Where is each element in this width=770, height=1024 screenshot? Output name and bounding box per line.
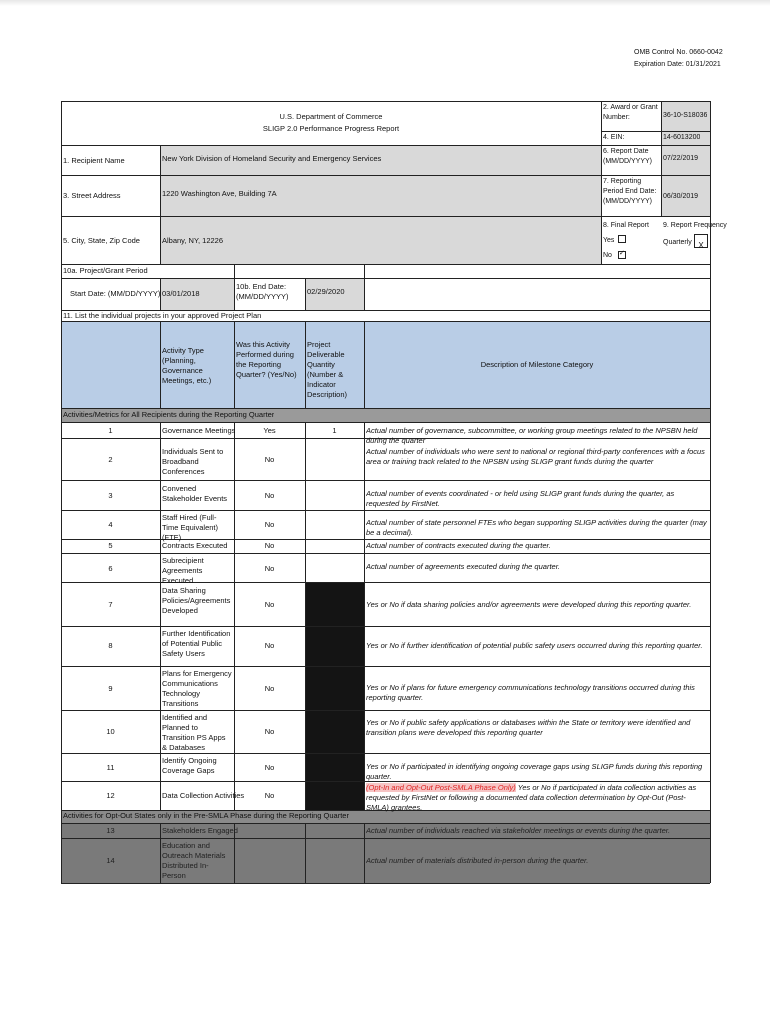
row-10-desc: Yes or No if public safety applications or databases within the State or territory were identified and transition plans were developed this reporting quarter — [366, 718, 691, 737]
row-7-num: 7 — [108, 600, 113, 609]
row-13-desc: Actual number of individuals reached via stakeholder meetings or events during the quarter. — [366, 826, 671, 835]
row-1-desc: Actual number of governance, subcommittee, or working group meetings related to the NPSBN held during the quarter — [366, 426, 698, 445]
row-11-performed: No — [264, 763, 275, 772]
section-all-recipients: Activities/Metrics for All Recipients during the Reporting Quarter — [63, 410, 275, 419]
row-2-desc: Actual number of individuals who were sent to national or regional third-party conferences with a focus area or training track related to the NPSBN using SLIGP grant funds during the quarter — [366, 447, 705, 466]
end-value: 02/29/2020 — [307, 287, 345, 296]
frequency-label: 9. Report Frequency — [663, 222, 727, 229]
row-12-desc-phase: (Opt-In and Opt-Out Post-SMLA Phase Only) — [366, 783, 516, 792]
street-label: 3. Street Address — [63, 191, 121, 200]
row-6-performed: No — [264, 564, 275, 573]
row-9-activity: Plans for Emergency Communications Technology Transitions — [162, 669, 232, 708]
report-date-label: 6. Report Date (MM/DD/YYYY) — [603, 148, 652, 165]
final-no-checkbox[interactable] — [618, 251, 626, 259]
row-1-performed: Yes — [263, 426, 276, 435]
row-9-desc: Yes or No if plans for future emergency communications technology transitions occurred during this reporting quarter. — [366, 683, 695, 702]
check-icon: ✓ — [619, 250, 625, 257]
start-label: Start Date: (MM/DD/YYYY) — [70, 289, 161, 298]
final-yes-checkbox[interactable] — [618, 235, 626, 243]
award-value: 36-10-S18036 — [663, 112, 708, 119]
row-12-activity: Data Collection Activities — [162, 791, 245, 800]
row-10-activity: Identified and Planned to Transition PS Apps & Databases — [162, 713, 226, 752]
row-12-desc — [366, 783, 708, 813]
col-description: Description of Milestone Category — [480, 360, 594, 369]
row-5-num: 5 — [108, 541, 113, 550]
row-4-activity: Staff Hired (Full-Time Equivalent)(FTE) — [162, 513, 218, 542]
row-2-performed: No — [264, 455, 275, 464]
frequency-mark-box[interactable] — [694, 234, 708, 248]
row-11-activity: Identify Ongoing Coverage Gaps — [162, 756, 217, 775]
row-5-desc: Actual number of contracts executed during the quarter. — [366, 541, 551, 550]
row-9-performed: No — [264, 684, 275, 693]
row-14-desc: Actual number of materials distributed in-person during the quarter. — [366, 856, 589, 865]
row-14-num: 14 — [106, 856, 115, 865]
recipient-value: New York Division of Homeland Security and Emergency Services — [162, 154, 382, 163]
redacted-qty-cells — [305, 582, 364, 810]
row-1-activity: Governance Meetings — [162, 426, 236, 435]
row-10-num: 10 — [106, 727, 115, 736]
recipient-label: 1. Recipient Name — [63, 156, 125, 165]
row-11-num: 11 — [106, 763, 115, 772]
final-report-label: 8. Final Report — [603, 222, 649, 229]
row-5-performed: No — [264, 541, 275, 550]
period-end-value: 06/30/2019 — [663, 193, 699, 200]
col-performed: Was this Activity Performed during the Reporting Quarter? (Yes/No) — [236, 340, 297, 379]
row-7-performed: No — [264, 600, 275, 609]
row-1-num: 1 — [108, 426, 113, 435]
ein-value: 14-6013200 — [663, 134, 701, 141]
row-4-desc: Actual number of state personnel FTEs who began supporting SLIGP activities during the quarter (may be a decimal). — [366, 518, 707, 537]
section-opt-out: Activities for Opt-Out States only in the Pre-SMLA Phase during the Reporting Quarter — [63, 811, 349, 820]
row-3-activity: Convened Stakeholder Events — [162, 484, 228, 503]
row-2-num: 2 — [108, 455, 113, 464]
row-3-num: 3 — [108, 491, 113, 500]
row-3-desc: Actual number of events coordinated - or held using SLIGP grant funds during the quarter, as requested by FirstNet. — [366, 489, 675, 508]
omb-control: OMB Control No. 0660-0042 — [634, 49, 723, 56]
award-label: 2. Award or Grant Number: — [603, 104, 658, 121]
row-8-performed: No — [264, 641, 275, 650]
frequency-mark: X — [698, 241, 704, 250]
row-6-activity: Subrecipient Agreements Executed — [162, 556, 204, 585]
row-13-num: 13 — [106, 826, 115, 835]
row-1-qty: 1 — [332, 426, 337, 435]
row-9-num: 9 — [108, 684, 113, 693]
row-6-desc: Actual number of agreements executed during the quarter. — [366, 562, 561, 571]
report-title: SLIGP 2.0 Performance Progress Report — [262, 124, 400, 133]
row-11-desc: Yes or No if participated in identifying ongoing coverage gaps using SLIGP funds during this reporting quarter. — [366, 762, 703, 781]
col-deliverable: Project Deliverable Quantity (Number & Indicator Description) — [307, 340, 348, 399]
row-12-num: 12 — [106, 791, 115, 800]
period-label: 10a. Project/Grant Period — [63, 266, 148, 275]
dept-title: U.S. Department of Commerce — [279, 112, 383, 121]
final-yes-label: Yes — [603, 237, 615, 244]
street-value: 1220 Washington Ave, Building 7A — [162, 189, 277, 198]
start-value: 03/01/2018 — [162, 289, 200, 298]
row-2-activity: Individuals Sent to Broadband Conferences — [162, 447, 224, 476]
omb-expiration: Expiration Date: 01/31/2021 — [634, 61, 721, 68]
row-12-desc-text: Yes or No if participated in data collection activities as requested by FirstNet or following a documented data collection determination by Opt-Out (Post-SMLA) grantees. — [366, 783, 697, 812]
row-8-activity: Further Identification of Potential Public Safety Users — [162, 629, 231, 658]
end-label: 10b. End Date: (MM/DD/YYYY) — [236, 282, 289, 301]
col-activity-type: Activity Type (Planning, Governance Meetings, etc.) — [162, 346, 212, 385]
row-7-desc: Yes or No if data sharing policies and/or agreements were developed during this reporting quarter. — [366, 600, 692, 609]
ein-label: 4. EIN: — [603, 134, 625, 141]
city-label: 5. City, State, Zip Code — [63, 236, 140, 245]
row-10-performed: No — [264, 727, 275, 736]
row-3-performed: No — [264, 491, 275, 500]
row-12-performed: No — [264, 791, 275, 800]
row-8-num: 8 — [108, 641, 113, 650]
row-4-performed: No — [264, 520, 275, 529]
city-value-bg — [160, 216, 601, 264]
row-13-activity: Stakeholders Engaged — [162, 826, 238, 835]
row-14-activity: Education and Outreach Materials Distributed In-Person — [162, 841, 226, 880]
city-value: Albany, NY, 12226 — [162, 236, 224, 245]
final-no-label: No — [603, 252, 612, 259]
row-7-activity: Data Sharing Policies/Agreements Developed — [162, 586, 231, 615]
row-4-num: 4 — [108, 520, 113, 529]
frequency-value: Quarterly — [663, 239, 692, 246]
projects-label: 11. List the individual projects in your approved Project Plan — [63, 311, 262, 320]
report-date-value: 07/22/2019 — [663, 155, 699, 162]
row-6-num: 6 — [108, 564, 113, 573]
row-5-activity: Contracts Executed — [162, 541, 228, 550]
row-8-desc: Yes or No if further identification of potential public safety users occurred during this reporting quarter. — [366, 641, 703, 650]
scan-edge — [0, 0, 770, 6]
period-end-label: 7. Reporting Period End Date: (MM/DD/YYYY) — [603, 178, 657, 205]
